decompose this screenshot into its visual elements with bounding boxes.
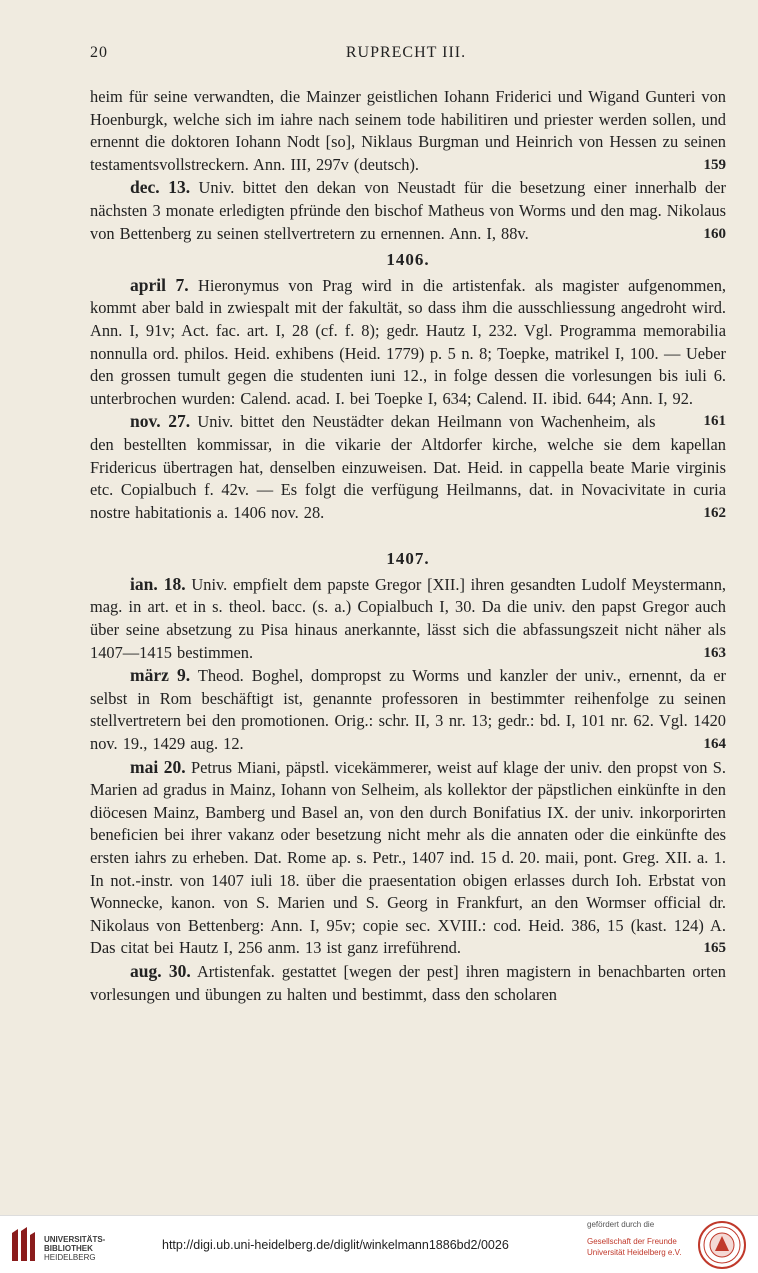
entry-date: mai 20. [130, 756, 186, 777]
entry-date: märz 9. [130, 665, 191, 686]
entry-number: 159 [703, 156, 726, 173]
page-body [90, 86, 726, 1006]
university-library-logo-icon [8, 1225, 38, 1265]
entry-date: nov. 27. [130, 411, 191, 432]
entry: nov. 27. Univ. bittet den Neustädter dekan Heilmann von Wachenheim, als den bestellten kommissar, in die vikarie der Altdorfer kirche, welche sie dem kapellan Fridericus übertragen hat, denselben einzuweisen. Dat. Heid. in cappella beate Marie virginis etc. Copialbuch f. 42v. — Es folgt die verfügung Heilmanns, dat. in Novacivitate in curia nostre habitationis a. 1406 nov. 28. 162 [90, 410, 726, 524]
entry: aug. 30. Artistenfak. gestattet [wegen der pest] ihren magistern in benachbarten orten vorlesungen und übungen zu halten und bestimmt, dass den scholaren [90, 960, 726, 1004]
entry-continuation: heim für seine verwandten, die Mainzer geistlichen Iohann Friderici und Wigand Gunteri von Hoenburgk, welche sich im iahre nach seinem tode habilitiren und priester werden sollen, und ernennt die doktoren Iohann Nodt [so], Niklaus Burgman und Heinrich von Hessen zu seinen testamentsvollstreckern. Ann. III, 297v (deutsch). 159 [90, 86, 726, 176]
permalink-url[interactable]: http://digi.ub.uni-heidelberg.de/diglit/winkelmann1886bd2/0026 [162, 1238, 509, 1252]
entry: mai 20. Petrus Miani, päpstl. vicekämmerer, weist auf klage der univ. den propst von S. Marien ad gradus in Mainz, Iohann von Selheim, als kollektor der päpstlichen einkünfte in den diöcesen Mainz, Bamberg und Basel an, von den durch Bonifatius IX. der univ. inkorporirten beneficien bei ihrer vakanz oder besetzung nicht mehr als die annaten oder die einkünfte des ersten iahrs zu erheben. Dat. Rome ap. s. Petr., 1407 ind. 15 d. 20. maii, pont. Greg. XII. a. 1. In not.-instr. von 1407 iuli 18. über die praesentation obigen erlasses durch Ioh. Erbstat von Wonnecke, kanon. von S. Marien und S. Georg in Frankfurt, an den Wormser official dr. Nikolaus von Bettenberg: Ann. I, 95v; copie sec. XVIII.: cod. Heid. 386, 15 (kast. 124) A. Das citat bei Hautz I, 256 anm. 13 ist ganz irreführend. 165 [90, 756, 726, 960]
entry-date: dec. 13. [130, 177, 191, 198]
year-heading: 1406. [386, 250, 430, 270]
entry-number: 162 [703, 504, 726, 521]
entry-date: aug. 30. [130, 960, 191, 981]
viewer-footer [0, 1215, 758, 1273]
year-heading: 1407. [386, 549, 430, 569]
funder-name: Gesellschaft der Freunde Universität Heidelberg e.V. [587, 1237, 682, 1257]
entry: april 7. Hieronymus von Prag wird in die artistenfak. als magister aufgenommen, kommt aber bald in zwiespalt mit der fakultät, so dass ihm die ausschliessung angedroht wird. Ann. I, 91v; Act. fac. art. I, 28 (cf. f. 8); gedr. Hautz I, 232. Vgl. Programma memorabilia nonnulla ord. philos. Heid. exhibens (Heid. 1779) p. 5 n. 8; Toepke, matrikel I, 100. — Ueber den grossen tumult gegen die studenten iuni 12., in folge dessen die vorlesungen bis iuli 6. unterbrochen wurden: Calend. acad. I. bei Toepke I, 634; Calend. II. ibid. 644; Ann. I, 92. 161 [90, 274, 726, 411]
entry-date: april 7. [130, 274, 189, 295]
entry: märz 9. Theod. Boghel, dompropst zu Worms und kanzler der univ., ernennt, da er selbst in Rom beschäftigt ist, genannte professoren in bestimmter reihenfolge zu seinen stellvertretern bei den promotionen. Orig.: schr. II, 3 nr. 13; gedr.: bd. I, 101 nr. 62. Vgl. 1420 nov. 19., 1429 aug. 12. 164 [90, 664, 726, 755]
funded-by-label: gefördert durch die [587, 1220, 655, 1229]
page-header [90, 44, 722, 66]
entry-number: 160 [703, 225, 726, 242]
entry-number: 161 [703, 413, 726, 430]
entry-number: 164 [703, 736, 726, 753]
entry-date: ian. 18. [130, 573, 186, 594]
library-name: UNIVERSITÄTS- BIBLIOTHEK HEIDELBERG [44, 1235, 106, 1262]
university-seal-icon [697, 1220, 747, 1270]
entry-number: 165 [703, 940, 726, 957]
page-number: 20 [90, 44, 108, 61]
entry: dec. 13. Univ. bittet den dekan von Neustadt für die besetzung einer innerhalb der nächsten 3 monate erledigten pfründe den bischof Matheus von Worms und den mag. Nikolaus von Bettenberg zu seinen stellvertretern zu ernennen. Ann. I, 88v. 160 [90, 176, 726, 245]
entry-number: 163 [703, 644, 726, 661]
entry: ian. 18. Univ. empfielt dem papste Gregor [XII.] ihren gesandten Ludolf Meystermann, mag. in art. et in s. theol. bacc. (s. a.) Copialbuch I, 30. Da die univ. den papst Gregor auch über seine absetzung zu Pisa hinaus anerkannte, lässt sich die abfassungszeit nicht näher als 1407—1415 bestimmen. 163 [90, 573, 726, 664]
running-title: RUPRECHT III. [345, 44, 467, 61]
